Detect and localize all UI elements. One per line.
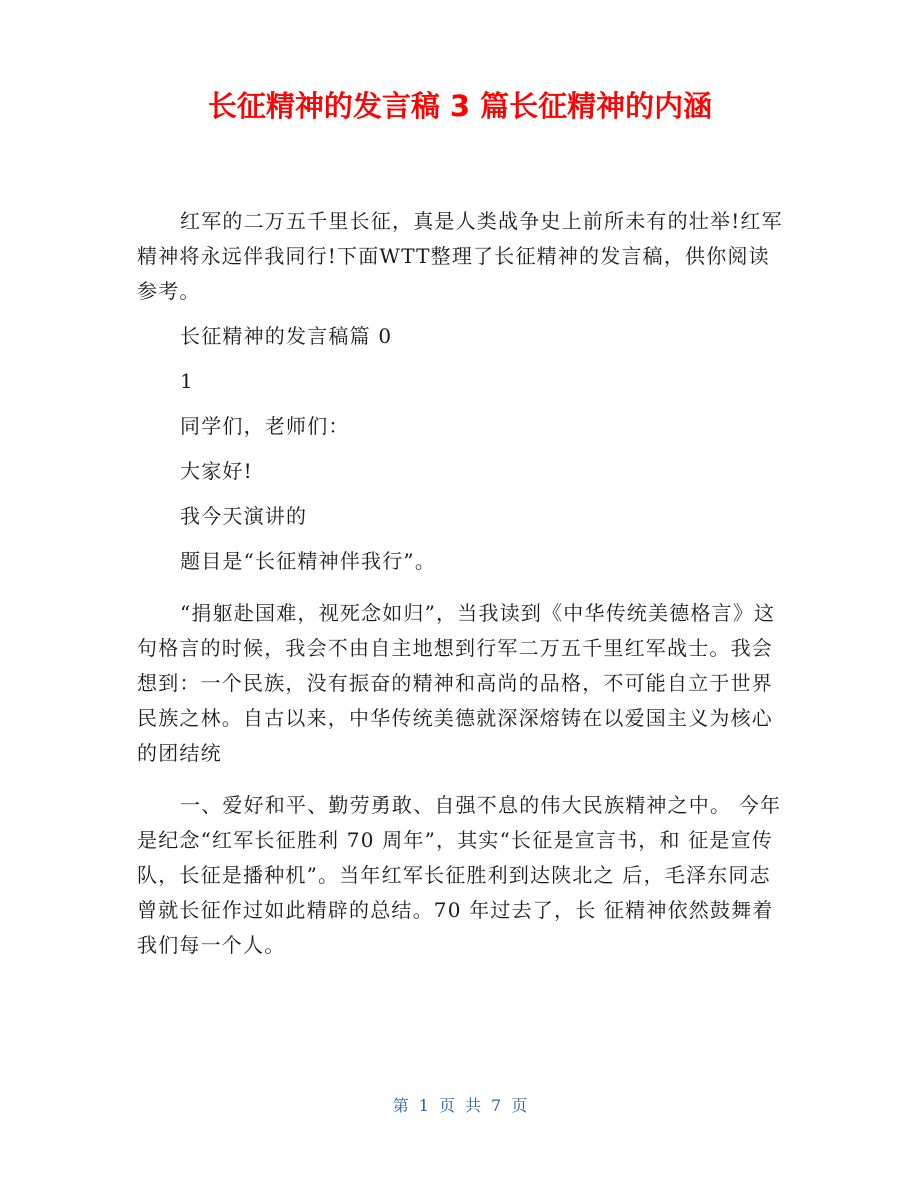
footer-current-page: 1 (418, 1096, 429, 1115)
footer-total-label: 共 (465, 1096, 482, 1115)
footer-suffix: 页 (511, 1096, 528, 1115)
hello-line: 大家好! (180, 459, 253, 483)
footer-prefix: 第 (392, 1096, 409, 1115)
intro-paragraph: 红军的二万五千里长征，真是人类战争史上前所未有的壮举!红军精神将永远伴我同行!下面WTT整理了长征精神的发言稿，供你阅读参考。 (137, 209, 783, 303)
section-heading: 长征精神的发言稿篇 0 (180, 324, 393, 348)
speech-intro-line: 我今天演讲的 (180, 504, 308, 528)
body-paragraph-1: “捐躯赴国难，视死念如归”，当我读到《中华传统美德格言》这句格言的时候，我会不由自主地想到行军二万五千里红军战士。我会想到：一个民族，没有振奋的精神和高尚的品格，不可能自立于世界民族之林。自古以来，中华传统美德就深深熔铸在以爱国主义为核心的团结统 (137, 601, 776, 765)
footer-total-pages: 7 (491, 1096, 502, 1115)
greeting-line: 同学们，老师们： (180, 414, 350, 438)
document-title: 长征精神的发言稿 3 篇长征精神的内涵 (207, 89, 713, 123)
section-number: 1 (180, 369, 194, 393)
document-body (137, 204, 785, 963)
page-footer (0, 1094, 920, 1118)
footer-page-label: 页 (438, 1096, 455, 1115)
speech-topic-line: 题目是“长征精神伴我行”。 (180, 549, 437, 573)
body-paragraph-2: 一、爱好和平、勤劳勇敢、自强不息的伟大民族精神之中。 今年是纪念“红军长征胜利 70 周年”，其实“长征是宣言书，和 征是宣传队，长征是播种机”。当年红军长征胜利到达陕北之 后，毛泽东同志曾就长征作过如此精辟的总结。70 年过去了，长 征精神依然鼓舞着我们每一个人。 (137, 793, 782, 957)
